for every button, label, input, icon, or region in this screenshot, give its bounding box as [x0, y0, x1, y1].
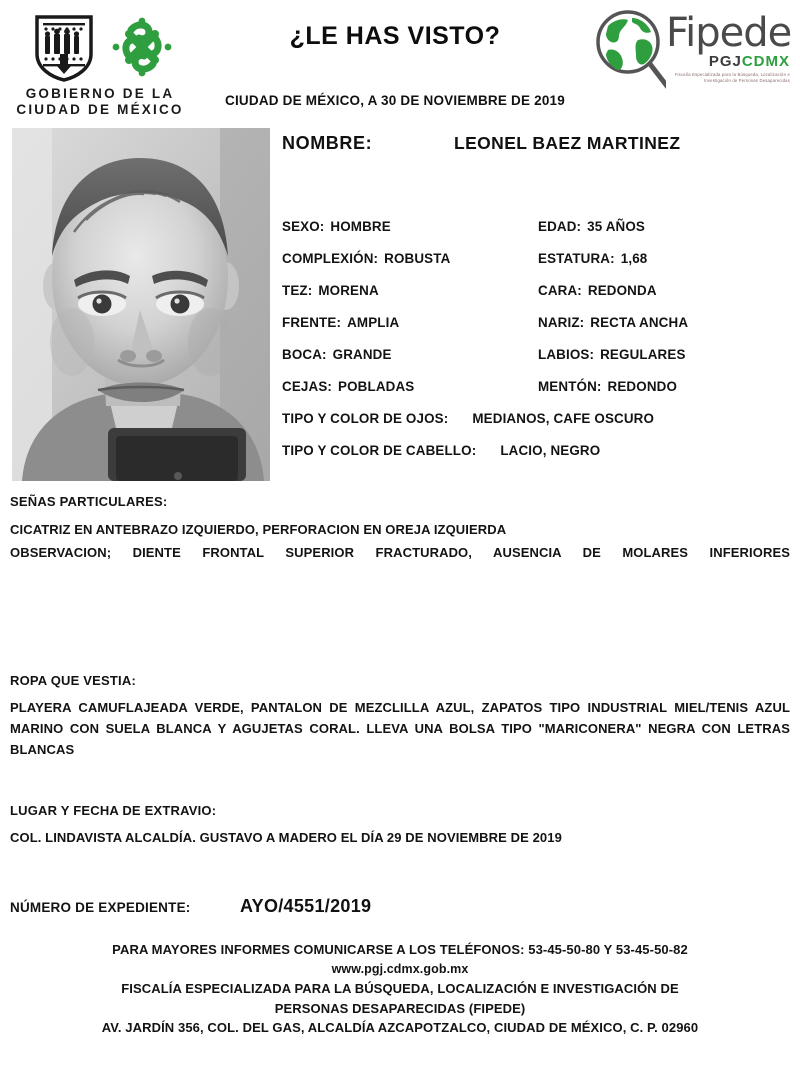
- name-label: NOMBRE:: [282, 133, 373, 153]
- name-row: [282, 125, 792, 154]
- fipede-wordmark: Fipede: [666, 10, 792, 56]
- logo-marks: [4, 14, 196, 84]
- poster-date: CIUDAD DE MÉXICO, A 30 DE NOVIEMBRE DE 2019: [225, 93, 565, 108]
- senas-line-2: OBSERVACION; DIENTE FRONTAL SUPERIOR FRACTURADO, AUSENCIA DE MOLARES INFERIORES: [10, 545, 790, 560]
- person-info: [282, 125, 792, 466]
- cdmx-coat-of-arms-icon: [33, 14, 95, 82]
- globe-magnifier-icon: [594, 8, 666, 96]
- senas-line-1: CICATRIZ EN ANTEBRAZO IZQUIERDO, PERFORACION EN OREJA IZQUIERDA: [10, 522, 507, 537]
- expediente-value: AYO/4551/2019: [240, 896, 372, 916]
- gov-line-1: GOBIERNO DE LA: [25, 86, 175, 101]
- attribute-row: [282, 370, 792, 402]
- attr-complexion: COMPLEXIÓN: ROBUSTA: [282, 250, 451, 266]
- footer-office-line-2: PERSONAS DESAPARECIDAS (FIPEDE): [274, 1000, 526, 1016]
- attr-labios: LABIOS: REGULARES: [538, 346, 686, 362]
- poster-footer: [0, 940, 800, 1038]
- senas-label: SEÑAS PARTICULARES:: [10, 494, 168, 509]
- attribute-row: [282, 306, 792, 338]
- title-block: [200, 22, 590, 108]
- attr-tez: TEZ: MORENA: [282, 282, 379, 298]
- poster-header: [0, 0, 800, 125]
- attr-ojos: TIPO Y COLOR DE OJOS: MEDIANOS, CAFE OSCURO: [282, 410, 655, 426]
- footer-website[interactable]: www.pgj.cdmx.gob.mx: [331, 961, 469, 976]
- attribute-row: [282, 242, 792, 274]
- ropa-label: ROPA QUE VESTIA:: [10, 673, 136, 688]
- pgj-text: PGJ: [708, 53, 742, 70]
- lugar-text: COL. LINDAVISTA ALCALDÍA. GUSTAVO A MADERO EL DÍA 29 DE NOVIEMBRE DE 2019: [10, 830, 562, 845]
- attribute-row: [282, 402, 792, 434]
- fipede-subtitle: Fiscalía Especializada para la Búsqueda, Localización e Investigación de Personas Desaparecidas: [674, 72, 790, 83]
- expediente-row: [10, 896, 371, 917]
- ropa-section: [10, 673, 790, 781]
- attr-cabello: TIPO Y COLOR DE CABELLO: LACIO, NEGRO: [282, 442, 601, 458]
- attribute-row: [282, 274, 792, 306]
- footer-address: AV. JARDÍN 356, COL. DEL GAS, ALCALDÍA AZCAPOTZALCO, CIUDAD DE MÉXICO, C. P. 02960: [101, 1020, 699, 1035]
- attr-sexo: SEXO: HOMBRE: [282, 218, 391, 234]
- footer-phones: PARA MAYORES INFORMES COMUNICARSE A LOS TELÉFONOS: 53-45-50-80 Y 53-45-50-82: [112, 942, 688, 957]
- attributes-table: [282, 210, 792, 466]
- cdmx-x-emblem-icon: [111, 16, 173, 78]
- ropa-text: PLAYERA CAMUFLAJEADA VERDE, PANTALON DE MEZCLILLA AZUL, ZAPATOS TIPO INDUSTRIAL MIEL/TENIS AZUL MARINO CON SUELA BLANCA Y AGUJETAS CORAL. LLEVA UNA BOLSA TIPO "MARICONERA" NEGRA CON LETRAS BLANCAS: [10, 700, 790, 757]
- attr-estatura: ESTATURA: 1,68: [538, 250, 648, 266]
- attr-edad: EDAD: 35 AÑOS: [538, 218, 646, 234]
- attr-menton: MENTÓN: REDONDO: [538, 378, 678, 394]
- gov-line-2: CIUDAD DE MÉXICO: [16, 102, 184, 117]
- attr-boca: BOCA: GRANDE: [282, 346, 392, 362]
- senas-particulares-section: [10, 494, 790, 584]
- attr-cejas: CEJAS: POBLADAS: [282, 378, 415, 394]
- lugar-section: [10, 803, 790, 848]
- government-logo-text: [4, 86, 196, 118]
- attr-cara: CARA: REDONDA: [538, 282, 657, 298]
- attribute-row: [282, 210, 792, 242]
- lugar-label: LUGAR Y FECHA DE EXTRAVIO:: [10, 803, 217, 818]
- page-title: ¿LE HAS VISTO?: [289, 22, 501, 50]
- attribute-row: [282, 338, 792, 370]
- cdmx-text: CDMX: [741, 53, 790, 70]
- government-logo: [4, 14, 196, 122]
- attribute-row: [282, 434, 792, 466]
- attr-frente: FRENTE: AMPLIA: [282, 314, 400, 330]
- missing-person-photo: [12, 128, 270, 481]
- name-value: LEONEL BAEZ MARTINEZ: [454, 133, 681, 153]
- fipede-logo: [594, 8, 792, 116]
- footer-office-line-1: FISCALÍA ESPECIALIZADA PARA LA BÚSQUEDA, LOCALIZACIÓN E INVESTIGACIÓN DE: [121, 981, 679, 996]
- expediente-label: NÚMERO DE EXPEDIENTE:: [10, 900, 191, 915]
- attr-nariz: NARIZ: RECTA ANCHA: [538, 314, 689, 330]
